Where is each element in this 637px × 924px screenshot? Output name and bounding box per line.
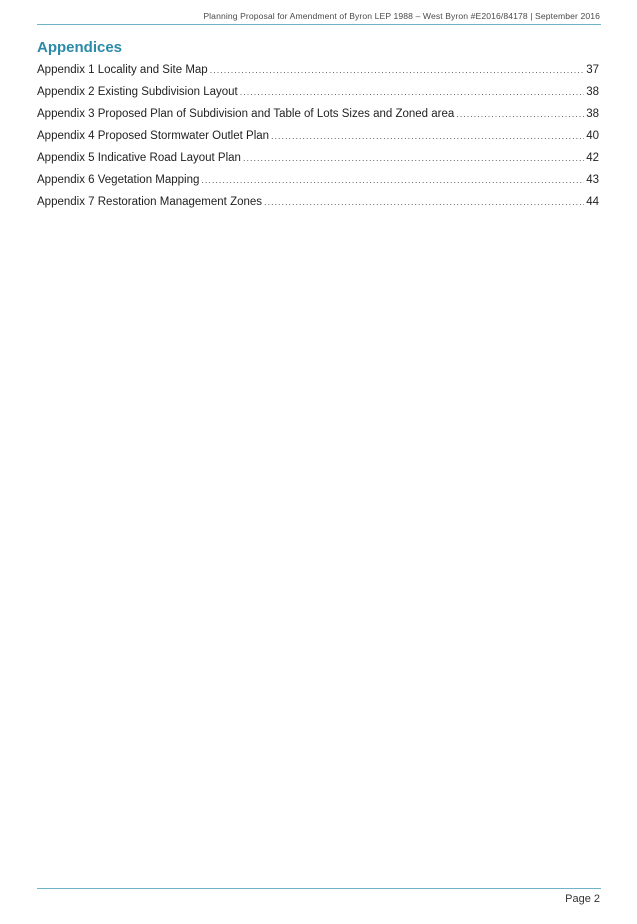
toc-entry-page[interactable]: 40 <box>586 130 599 142</box>
toc-entry[interactable] <box>37 174 599 196</box>
toc-entry-title[interactable]: Appendix 5 Indicative Road Layout Plan <box>37 152 241 164</box>
toc-entry[interactable] <box>37 152 599 174</box>
table-of-contents <box>37 64 599 218</box>
toc-entry-page[interactable]: 38 <box>586 108 599 120</box>
toc-dot-leader <box>264 197 584 207</box>
toc-entry-page[interactable]: 38 <box>586 86 599 98</box>
section-heading: Appendices <box>37 39 123 56</box>
toc-dot-leader <box>271 131 584 141</box>
running-header: Planning Proposal for Amendment of Byron LEP 1988 – West Byron #E2016/84178 | September 2016 <box>203 11 600 21</box>
toc-entry-title[interactable]: Appendix 3 Proposed Plan of Subdivision and Table of Lots Sizes and Zoned area <box>37 108 455 120</box>
toc-dot-leader <box>240 87 584 97</box>
toc-entry[interactable] <box>37 86 599 108</box>
toc-entry-title[interactable]: Appendix 1 Locality and Site Map <box>37 64 208 76</box>
footer-divider <box>37 888 601 889</box>
toc-entry-page[interactable]: 37 <box>586 64 599 76</box>
toc-dot-leader <box>210 65 585 75</box>
toc-entry-title[interactable]: Appendix 6 Vegetation Mapping <box>37 174 200 186</box>
toc-entry-page[interactable]: 44 <box>586 196 599 208</box>
toc-entry-page[interactable]: 43 <box>586 174 599 186</box>
toc-dot-leader <box>243 153 584 163</box>
toc-entry[interactable] <box>37 130 599 152</box>
toc-entry-title[interactable]: Appendix 4 Proposed Stormwater Outlet Plan <box>37 130 270 142</box>
toc-entry-title[interactable]: Appendix 2 Existing Subdivision Layout <box>37 86 238 98</box>
toc-entry-title[interactable]: Appendix 7 Restoration Management Zones <box>37 196 263 208</box>
toc-entry[interactable] <box>37 196 599 218</box>
toc-dot-leader <box>456 109 584 119</box>
toc-entry-page[interactable]: 42 <box>586 152 599 164</box>
toc-entry[interactable] <box>37 108 599 130</box>
toc-dot-leader <box>201 175 584 185</box>
toc-entry[interactable] <box>37 64 599 86</box>
page-number: Page 2 <box>565 893 600 905</box>
header-divider <box>37 24 601 25</box>
